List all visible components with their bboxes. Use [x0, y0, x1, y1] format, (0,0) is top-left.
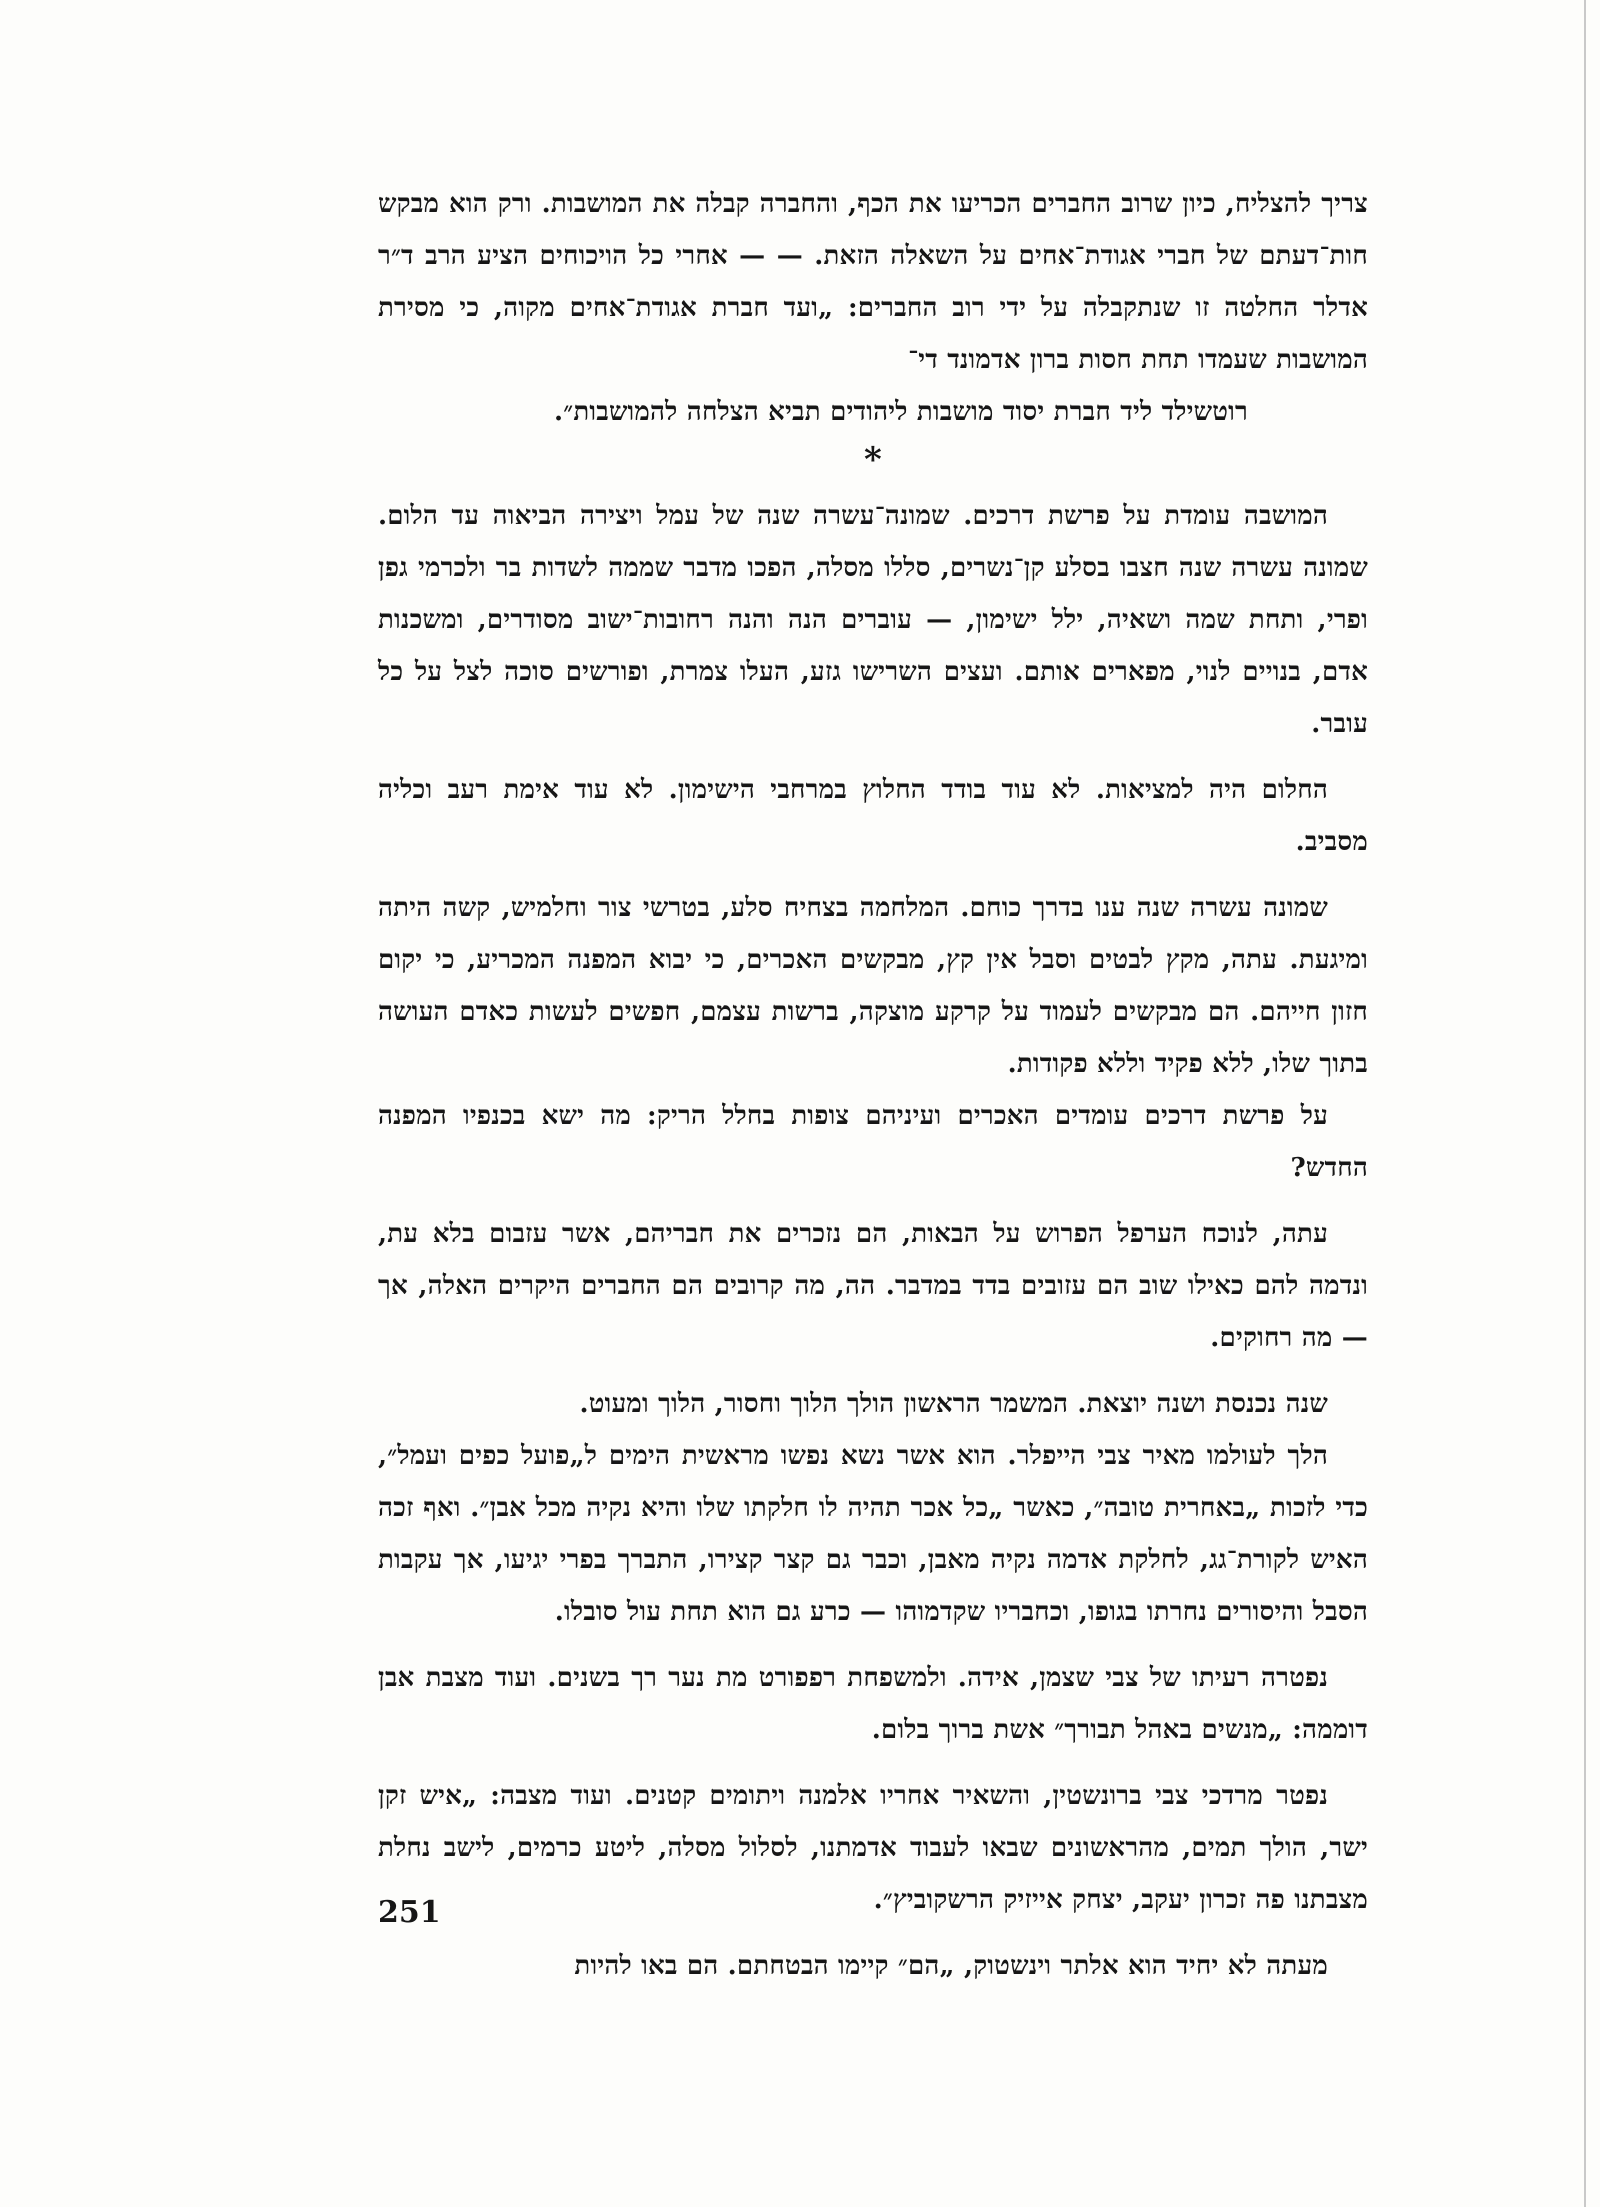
paragraph-5: שמונה עשרה שנה ענו בדרך כוחם. המלחמה בצחיח סלע, בטרשי צור וחלמיש, קשה היתה ומיגעת. עתה, מקץ לבטים וסבל אין קץ, מבקשים האכרים, כי יבוא המפנה המכריע, כי יקום חזון חייהם. הם מבקשים לעמוד על קרקע מוצקה, ברשות עצמם, חפשים לעשות כאדם העושה בתוך שלו, ללא פקיד וללא פקודות.: [378, 893, 1368, 1079]
paragraph-11: נפטר מרדכי צבי ברונשטין, והשאיר אחריו אלמנה ויתומים קטנים. ועוד מצבה: „איש זקן ישר, הולך תמים, מהראשונים שבאו לעבוד אדמתנו, לסלול מסלה, ליטע כרמים, לישב נחלת מצבתנו פה זכרון יעקב, יצחק אייזיק הרשקוביץ״.: [378, 1781, 1368, 1915]
paragraph-10: נפטרה רעיתו של צבי שצמן, אידה. ולמשפחת רפפורט מת נער רך בשנים. ועוד מצבת אבן דוממה: „מנשים באהל תבורך״ אשת ברוך בלום.: [378, 1663, 1368, 1745]
paragraph-12: מעתה לא יחיד הוא אלתר וינשטוק, „הם״ קיימו הבטחתם. הם באו להיות: [574, 1951, 1328, 1981]
paragraph-7: עתה, לנוכח הערפל הפרוש על הבאות, הם נזכרים את חבריהם, אשר עזבום בלא עת, ונדמה להם כאילו שוב הם עזובים בדד במדבר. הה, מה קרובים הם החברים היקרים האלה, אך — מה רחוקים.: [378, 1219, 1368, 1353]
section-divider-asterisk: *: [864, 440, 882, 480]
paragraph-4: החלום היה למציאות. לא עוד בודד החלוץ במרחבי הישימון. לא עוד אימת רעב וכליה מסביב.: [378, 775, 1368, 857]
paragraph-6: על פרשת דרכים עומדים האכרים ועיניהם צופות בחלל הריק: מה ישא בכנפיו המפנה החדש?: [378, 1101, 1368, 1183]
paragraph-9: הלך לעולמו מאיר צבי הייפלר. הוא אשר נשא נפשו מראשית הימים ל„פועל כפים ועמל״, כדי לזכות „באחרית טובה״, כאשר „כל אכר תהיה לו חלקתו שלו והיא נקיה מכל אבן״. ואף זכה האיש לקורת־גג, לחלקת אדמה נקיה מאבן, וכבר גם קצר קצירו, התברך בפרי יגיעו, אך עקבות הסבל והיסורים נחרתו בגופו, וכחבריו שקדמוהו — כרע גם הוא תחת עול סובלו.: [378, 1441, 1368, 1627]
paragraph-8: שנה נכנסת ושנה יוצאת. המשמר הראשון הולך הלוך וחסור, הלוך ומעוט.: [579, 1389, 1328, 1419]
paragraph-3: המושבה עומדת על פרשת דרכים. שמונה־עשרה שנה של עמל ויצירה הביאוה עד הלום. שמונה עשרה שנה חצבו בסלע קן־נשרים, סללו מסלה, הפכו מדבר שממה לשדות בר ולכרמי גפן ופרי, ותחת שמה ושאיה, ילל ישימון, — עוברים הנה והנה רחובות־ישוב מסודרים, ומשכנות אדם, בנויים לנוי, מפארים אותם. ועצים השרישו גזע, העלו צמרת, ופורשים סוכה לצל על כל עובר.: [378, 501, 1368, 739]
page-edge-line: [1584, 0, 1586, 2207]
paragraph-1: צריך להצליח, כיון שרוב החברים הכריעו את הכף, והחברה קבלה את המושבות. ורק הוא מבקש חות־דעתם של חברי אגודת־אחים על השאלה הזאת. — — אחרי כל הויכוחים הציע הרב ד״ר אדלר החלטה זו שנתקבלה על ידי רוב החברים: „ועד חברת אגודת־אחים מקוה, כי מסירת המושבות שעמדו תחת חסות ברון אדמונד די־: [378, 189, 1368, 375]
paragraph-2: רוטשילד ליד חברת יסוד מושבות ליהודים תביא הצלחה להמושבות״.: [553, 397, 1248, 427]
body-text: [378, 178, 1368, 1992]
page-number: 251: [378, 1895, 441, 1930]
